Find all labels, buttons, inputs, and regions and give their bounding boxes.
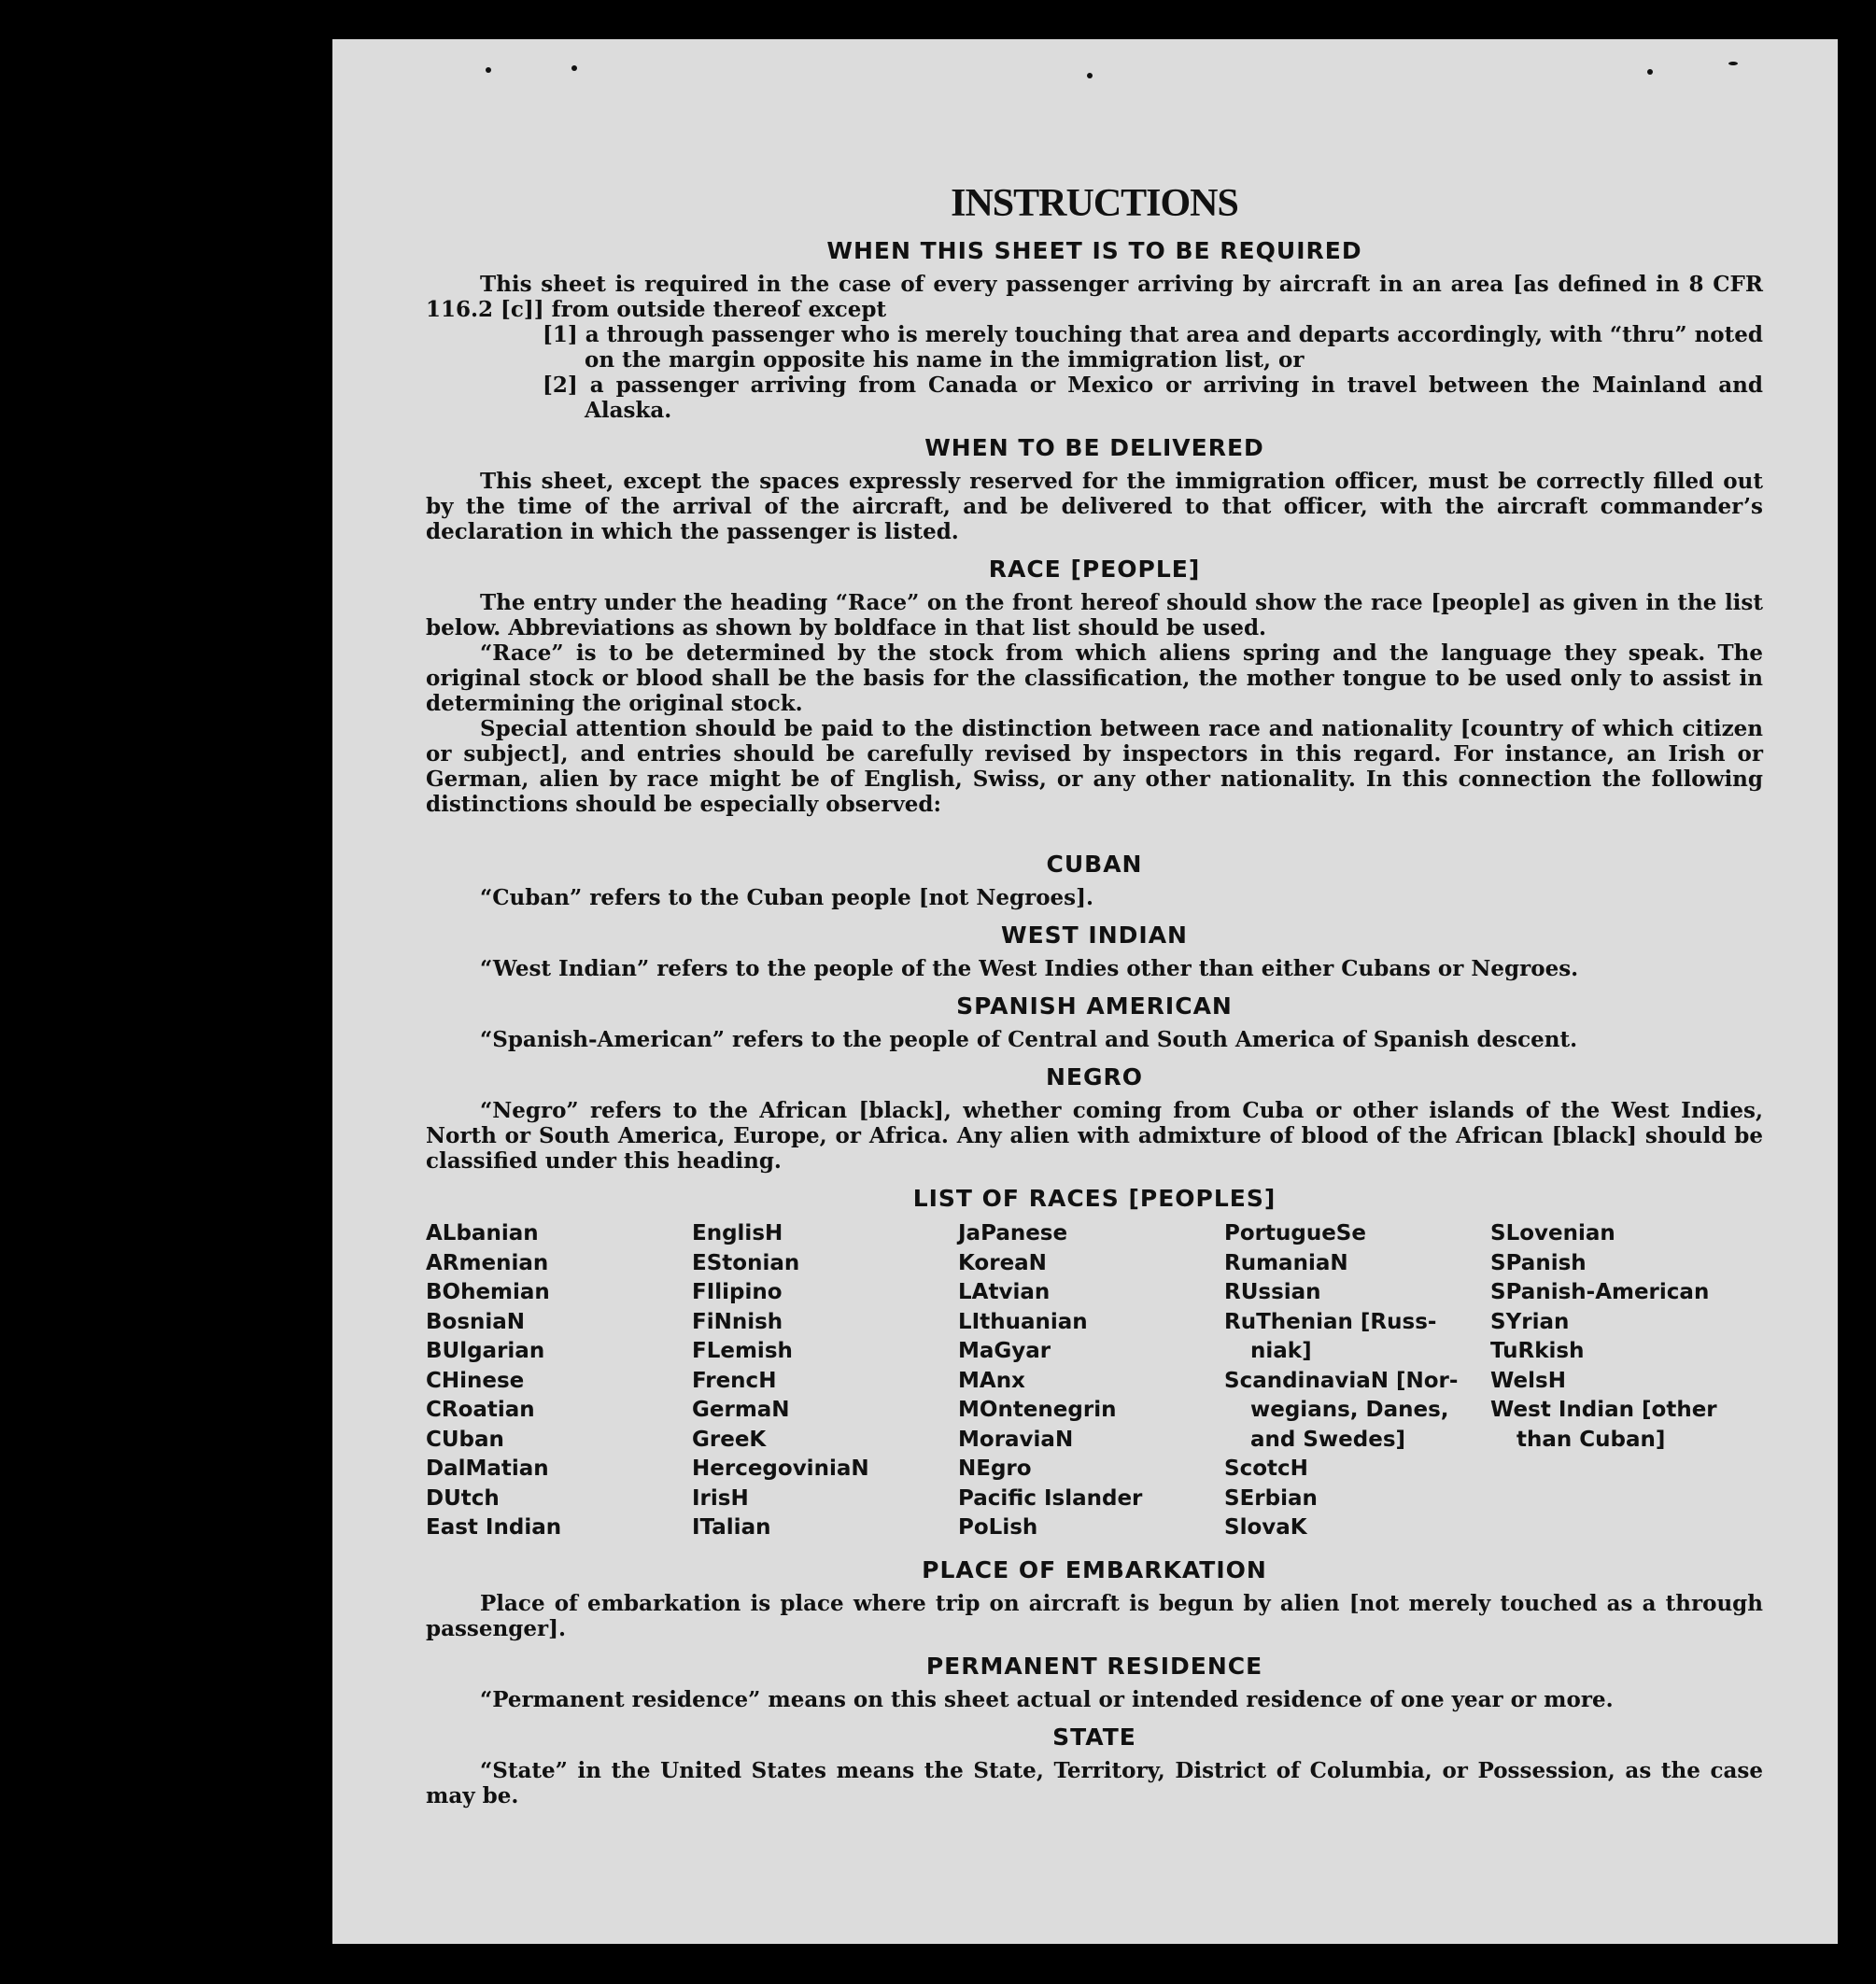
speck-mark (1087, 73, 1093, 78)
race-entry-continuation: niak] (1250, 1339, 1312, 1363)
race-paragraph-1: The entry under the heading “Race” on the front hereof should show the race [people] as given in the list below. Abbreviations as shown by boldface in that list should be used. (426, 590, 1763, 640)
race-entry: RumaniaN (1224, 1250, 1348, 1275)
page-title: INSTRUCTIONS (951, 182, 1238, 225)
race-paragraph-2: “Race” is to be determined by the stock from which aliens spring and the language they speak. The original stock or blood shall be the basis for the classification, the mother tongue to be used only to assist in determining the original stock. (426, 640, 1763, 716)
race-entry: BUlgarian (426, 1339, 545, 1363)
race-entry: SYrian (1490, 1309, 1570, 1334)
heading-negro: NEGRO (1045, 1063, 1144, 1090)
race-entry: East Indian (426, 1515, 562, 1540)
race-entry: FiNnish (692, 1309, 783, 1334)
race-entry: EnglisH (692, 1221, 783, 1245)
speck-mark (1647, 69, 1653, 75)
race-entry: GermaN (692, 1398, 790, 1422)
race-entry: DUtch (426, 1485, 500, 1511)
race-entry: BOhemian (426, 1280, 550, 1304)
race-entry: WelsH (1490, 1368, 1566, 1393)
heading-west-indian: WEST INDIAN (1001, 922, 1188, 949)
race-entry: FIlipino (692, 1280, 783, 1304)
heading-embarkation: PLACE OF EMBARKATION (922, 1555, 1267, 1583)
race-entry: MaGyar (958, 1339, 1051, 1363)
speck-mark (571, 65, 577, 71)
embarkation-text: Place of embarkation is place where trip on aircraft is begun by alien [not merely touched as a through passenger]. (426, 1590, 1763, 1641)
speck-mark (486, 67, 491, 73)
race-entry: GreeK (692, 1427, 767, 1452)
state-text: “State” in the United States means the State, Territory, District of Columbia, or Possession, as the case may be. (426, 1757, 1763, 1808)
race-entry-continuation: than Cuban] (1516, 1427, 1666, 1452)
race-entry: ScandinaviaN [Nor- (1224, 1368, 1459, 1393)
races-list (426, 1219, 1763, 1543)
required-item-1: [1] a through passenger who is merely touching that area and departs accordingly, with “thru” noted on the margin opposite his name in the immigration list, or (543, 322, 1763, 373)
race-entry: IrisH (692, 1485, 749, 1511)
race-entry: ITalian (692, 1515, 771, 1540)
race-entry: FLemish (692, 1339, 793, 1363)
spanish-american-text: “Spanish-American” refers to the people of Central and South America of Spanish descent. (480, 1027, 1578, 1052)
delivered-text: This sheet, except the spaces expressly reserved for the immigration officer, must be correctly filled out by the time of the arrival of the aircraft, and be delivered to that officer, with the aircraft commander’s declaration in which the passenger is listed. (426, 469, 1763, 544)
race-entry: SPanish-American (1490, 1280, 1710, 1304)
race-entry-continuation: and Swedes] (1250, 1427, 1406, 1452)
race-entry: ScotcH (1224, 1456, 1308, 1481)
race-paragraph-3: Special attention should be paid to the distinction between race and nationality [country of which citizen or subject], and entries should be carefully revised by inspectors in this regard. For instance, an Irish or German, alien by race might be of English, Swiss, or any other nationality. In this connection the following distinctions should be especially observed: (426, 716, 1763, 817)
race-entry: MoraviaN (958, 1427, 1074, 1452)
heading-cuban: CUBAN (1046, 851, 1143, 878)
race-entry-continuation: wegians, Danes, (1250, 1398, 1449, 1422)
heading-list-of-races: LIST OF RACES [PEOPLES] (912, 1185, 1277, 1212)
race-entry: SErbian (1224, 1485, 1318, 1511)
race-entry: TuRkish (1490, 1339, 1585, 1363)
races-column-5 (1490, 1219, 1756, 1543)
race-entry: ARmenian (426, 1250, 549, 1275)
race-entry: NEgro (958, 1456, 1032, 1481)
race-entry: ALbanian (426, 1221, 539, 1245)
race-entry: CRoatian (426, 1398, 535, 1422)
race-entry: MOntenegrin (958, 1398, 1117, 1422)
race-entry: FrencH (692, 1368, 777, 1393)
negro-text: “Negro” refers to the African [black], whether coming from Cuba or other islands of the West Indies, North or South America, Europe, or Africa. Any alien with admixture of blood of the African [black] should be classified under this heading. (426, 1098, 1763, 1174)
race-entry: BosniaN (426, 1309, 526, 1334)
west-indian-text: “West Indian” refers to the people of the West Indies other than either Cubans or Negroes. (480, 956, 1579, 981)
race-entry: MAnx (958, 1368, 1025, 1393)
required-item-2: [2] a passenger arriving from Canada or Mexico or arriving in travel between the Mainland and Alaska. (543, 373, 1763, 423)
races-column-1 (426, 1219, 692, 1543)
cuban-text: “Cuban” refers to the Cuban people [not Negroes]. (480, 885, 1094, 910)
race-entry: RUssian (1224, 1280, 1321, 1304)
closing-sections (426, 1556, 1763, 1808)
instruction-sheet (332, 39, 1838, 1944)
race-entry: CUban (426, 1427, 504, 1452)
race-entry: KoreaN (958, 1250, 1047, 1275)
heading-spanish-american: SPANISH AMERICAN (956, 992, 1233, 1020)
heading-permanent-residence: PERMANENT RESIDENCE (925, 1652, 1263, 1680)
race-entry: JaPanese (958, 1221, 1068, 1245)
race-entry: SlovaK (1224, 1515, 1307, 1540)
heading-when-delivered: WHEN TO BE DELIVERED (924, 434, 1264, 461)
race-entry: Pacific Islander (958, 1485, 1143, 1511)
speck-mark (1728, 62, 1738, 65)
race-entry: DalMatian (426, 1456, 549, 1481)
race-entry: PortugueSe (1224, 1221, 1366, 1245)
race-entry: LIthuanian (958, 1309, 1088, 1334)
race-entry: SPanish (1490, 1250, 1587, 1275)
races-column-2 (692, 1219, 958, 1543)
race-entry: EStonian (692, 1250, 800, 1275)
race-entry: West Indian [other (1490, 1398, 1717, 1422)
race-entry: CHinese (426, 1368, 525, 1393)
heading-race: RACE [PEOPLE] (988, 556, 1201, 583)
residence-text: “Permanent residence” means on this sheet actual or intended residence of one year or more. (480, 1686, 1614, 1712)
races-column-4 (1224, 1219, 1490, 1543)
race-entry: SLovenian (1490, 1221, 1615, 1245)
race-entry: HercegoviniaN (692, 1456, 869, 1481)
race-entry: RuThenian [Russ- (1224, 1309, 1437, 1334)
required-intro: This sheet is required in the case of every passenger arriving by aircraft in an area [as defined in 8 CFR 116.2 [c]] from outside thereof except (426, 272, 1763, 322)
race-entry: PoLish (958, 1515, 1038, 1540)
races-column-3 (958, 1219, 1224, 1543)
heading-when-required: WHEN THIS SHEET IS TO BE REQUIRED (826, 237, 1362, 264)
race-entry: LAtvian (958, 1280, 1051, 1304)
heading-state: STATE (1052, 1723, 1136, 1751)
